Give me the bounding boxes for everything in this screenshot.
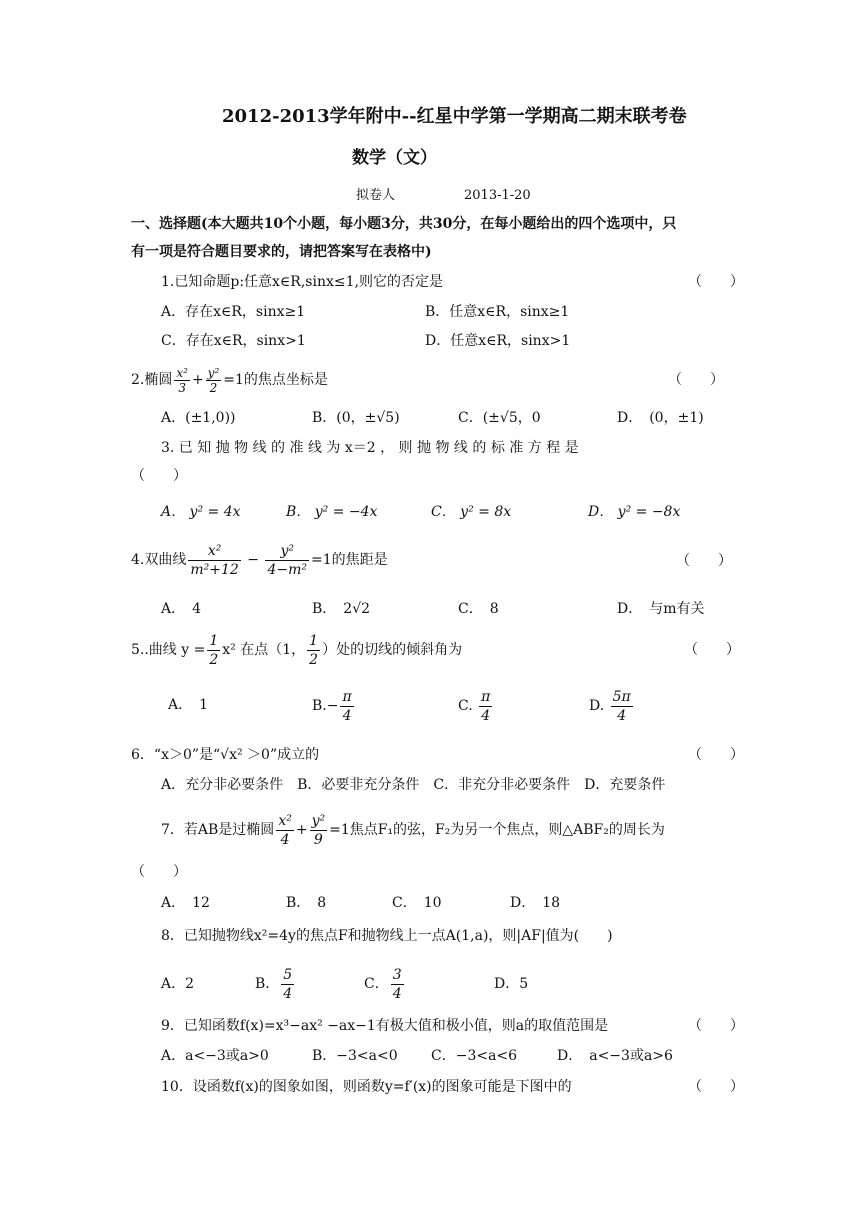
q7-suffix: =1焦点F₁的弦，F₂为另一个焦点，则△ABF₂的周长为 [329,822,665,838]
frac-numerator: x² [278,812,292,829]
frac-numerator: y² [311,812,326,829]
q3-option-a: A． y² = 4x [161,504,241,520]
frac-numerator: π [342,688,352,705]
q3-option-c: C． y² = 8x [431,504,512,520]
q7-option-c: C． 10 [392,895,442,911]
q8-option-d: D．5 [494,976,529,992]
frac-denominator: 3 [178,380,186,395]
frac-numerator: 5 [283,966,293,983]
q2-fraction-x [174,366,190,395]
exam-title: 2012-2013学年附中--红星中学第一学期高二期末联考卷 [222,106,687,127]
q2-option-c: C．(±√5，0 [458,410,541,426]
exam-subject: 数学（文） [352,148,437,168]
frac-denominator: 2 [209,651,219,668]
q7-answer-paren: （ ） [131,864,187,880]
frac-denominator: 9 [313,831,323,848]
q9-stem: 9．已知函数f(x)=x³−ax² −ax−1有极大值和极小值，则a的取值范围是 [161,1018,609,1034]
q1-answer-paren: （ ） [688,274,744,290]
section-heading-1: 一、选择题(本大题共10个小题，每小题3分，共30分，在每小题给出的四个选项中，只 [131,216,677,232]
frac-numerator: 3 [392,966,402,983]
q1-option-d: D．任意x∈R，sinx>1 [425,333,571,349]
q3-option-b: B． y² = −4x [286,504,378,520]
section-heading-2: 有一项是符合题目要求的，请把答案写在表格中) [131,244,432,260]
q8-b-fraction [281,966,294,1003]
option-label: C． [364,976,389,992]
option-label: C. [458,698,473,714]
q3-answer-paren: （ ） [131,468,187,484]
q8-stem: 8．已知抛物线x²=4y的焦点F和抛物线上一点A(1,a)，则|AF|值为( ) [161,928,613,944]
q8-option-b [255,964,296,1004]
q6-options: A．充分非必要条件 B．必要非充分条件 C．非充分非必要条件 D．充要条件 [161,777,666,793]
frac-denominator: 4 [481,707,491,724]
frac-numerator: y² [207,365,220,380]
q4-option-a: A． 4 [161,601,202,617]
q7-prefix: 7．若AB是过椭圆 [161,822,275,838]
q5-stem [131,630,462,670]
q7-option-a: A． 12 [161,895,210,911]
q4-suffix: =1的焦距是 [310,552,388,568]
q10-stem: 10．设函数f(x)的图象如图，则函数y=f′(x)的图象可能是下图中的 [161,1079,572,1095]
q4-stem: 4.双曲线 $\frac{\text{x²}}{\text{m²+12}}$ − $\frac{\text{y²}}{\text{4−m²}}$ =1的焦距是 [131,542,388,578]
frac-numerator: π [481,688,491,705]
q1-option-b: B．任意x∈R，sinx≥1 [425,304,570,320]
q9-option-d: D． a<−3或a>6 [557,1048,673,1064]
frac-numerator: y² [265,542,309,561]
q6-answer-paren: （ ） [688,747,744,763]
q4-answer-paren: （ ） [676,553,732,569]
q2-answer-paren: （ ） [668,372,724,388]
q2-suffix: =1的焦点坐标是 [223,372,328,388]
frac-denominator: 4 [283,985,293,1002]
q5-answer-paren: （ ） [684,642,740,658]
author-label: 拟卷人 [356,188,396,203]
exam-date: 2013-1-20 [464,188,531,203]
q5-d-fraction [611,688,633,725]
frac-numerator: x² [188,542,240,561]
frac-denominator: 2 [209,380,218,395]
q7-option-d: D． 18 [510,895,561,911]
q2-fraction-y [206,366,222,395]
option-label: B． [255,976,280,992]
q5-fraction-half [207,632,220,669]
q3-stem: 3. 已 知 抛 物 线 的 准 线 为 x＝2 ， 则 抛 物 线 的 标 准 方 程 是 [161,440,579,456]
frac-denominator: m²+12 [190,561,239,578]
q10-answer-paren: （ ） [688,1079,744,1095]
q6-stem: 6．“x＞0”是“√x² ＞0”成立的 [131,747,320,763]
option-label: B.− [312,698,339,714]
q5-middle: x² 在点（1， [222,642,306,658]
q2-stem: 2.椭圆 $\frac{\text{x²}}{3}$ + $\frac{\text{y²}}{2}$ =1的焦点坐标是 [131,365,328,395]
q5-option-b [312,686,356,726]
frac-numerator: 1 [209,632,219,649]
q4-option-d: D． 与m有关 [617,601,705,617]
q5-option-a: A． 1 [168,697,209,713]
q9-answer-paren: （ ） [688,1018,744,1034]
q5-b-fraction [340,688,353,725]
q4-prefix: 4.双曲线 [131,552,187,568]
q8-c-fraction [391,966,404,1003]
q8-option-c [364,964,406,1004]
frac-denominator: 4 [617,707,627,724]
frac-denominator: 4 [392,985,402,1002]
q1-option-a: A．存在x∈R，sinx≥1 [161,304,306,320]
q4-fraction-y [265,542,309,579]
frac-denominator: 4 [342,707,352,724]
q5-c-fraction [479,688,492,725]
q2-option-a: A．(±1,0)) [161,410,236,426]
q5-prefix: 5..曲线 y = [131,642,206,658]
q5-fraction-half-2 [307,632,320,669]
option-label: D. [589,698,605,714]
q4-option-c: C． 8 [458,601,499,617]
q5-option-d [589,686,635,726]
q4-fraction-x [188,542,240,579]
q2-option-d: D． (0，±1) [617,410,704,426]
frac-numerator: 5π [612,688,631,705]
q9-option-a: A．a<−3或a>0 [161,1048,269,1064]
q3-option-d: D． y² = −8x [588,504,681,520]
q7-fraction-y [310,812,328,849]
q5-suffix: ）处的切线的倾斜角为 [322,642,463,658]
q4-option-b: B． 2√2 [312,601,371,617]
frac-numerator: 1 [309,632,319,649]
q8-option-a: A．2 [161,976,195,992]
q9-option-b: B．−3<a<0 [312,1048,398,1064]
frac-denominator: 4−m² [267,561,307,578]
q7-stem: 7．若AB是过椭圆 $\frac{\text{x²}}{4}$ + $\frac{\text{y²}}{9}$ =1焦点F₁的弦，F₂为另一个焦点，则△ABF₂的周长为 [161,812,665,848]
q2-option-b: B．(0，±√5) [312,410,400,426]
q1-stem: 1.已知命题p:任意x∈R,sinx≤1,则它的否定是 [161,274,443,290]
frac-denominator: 4 [280,831,290,848]
q2-prefix: 2.椭圆 [131,372,173,388]
q9-option-c: C．−3<a<6 [431,1048,518,1064]
q7-option-b: B． 8 [286,895,327,911]
q1-option-c: C．存在x∈R，sinx>1 [161,333,306,349]
q7-fraction-x [276,812,294,849]
frac-numerator: x² [176,365,188,380]
q5-option-c [458,686,494,726]
frac-denominator: 2 [309,651,319,668]
